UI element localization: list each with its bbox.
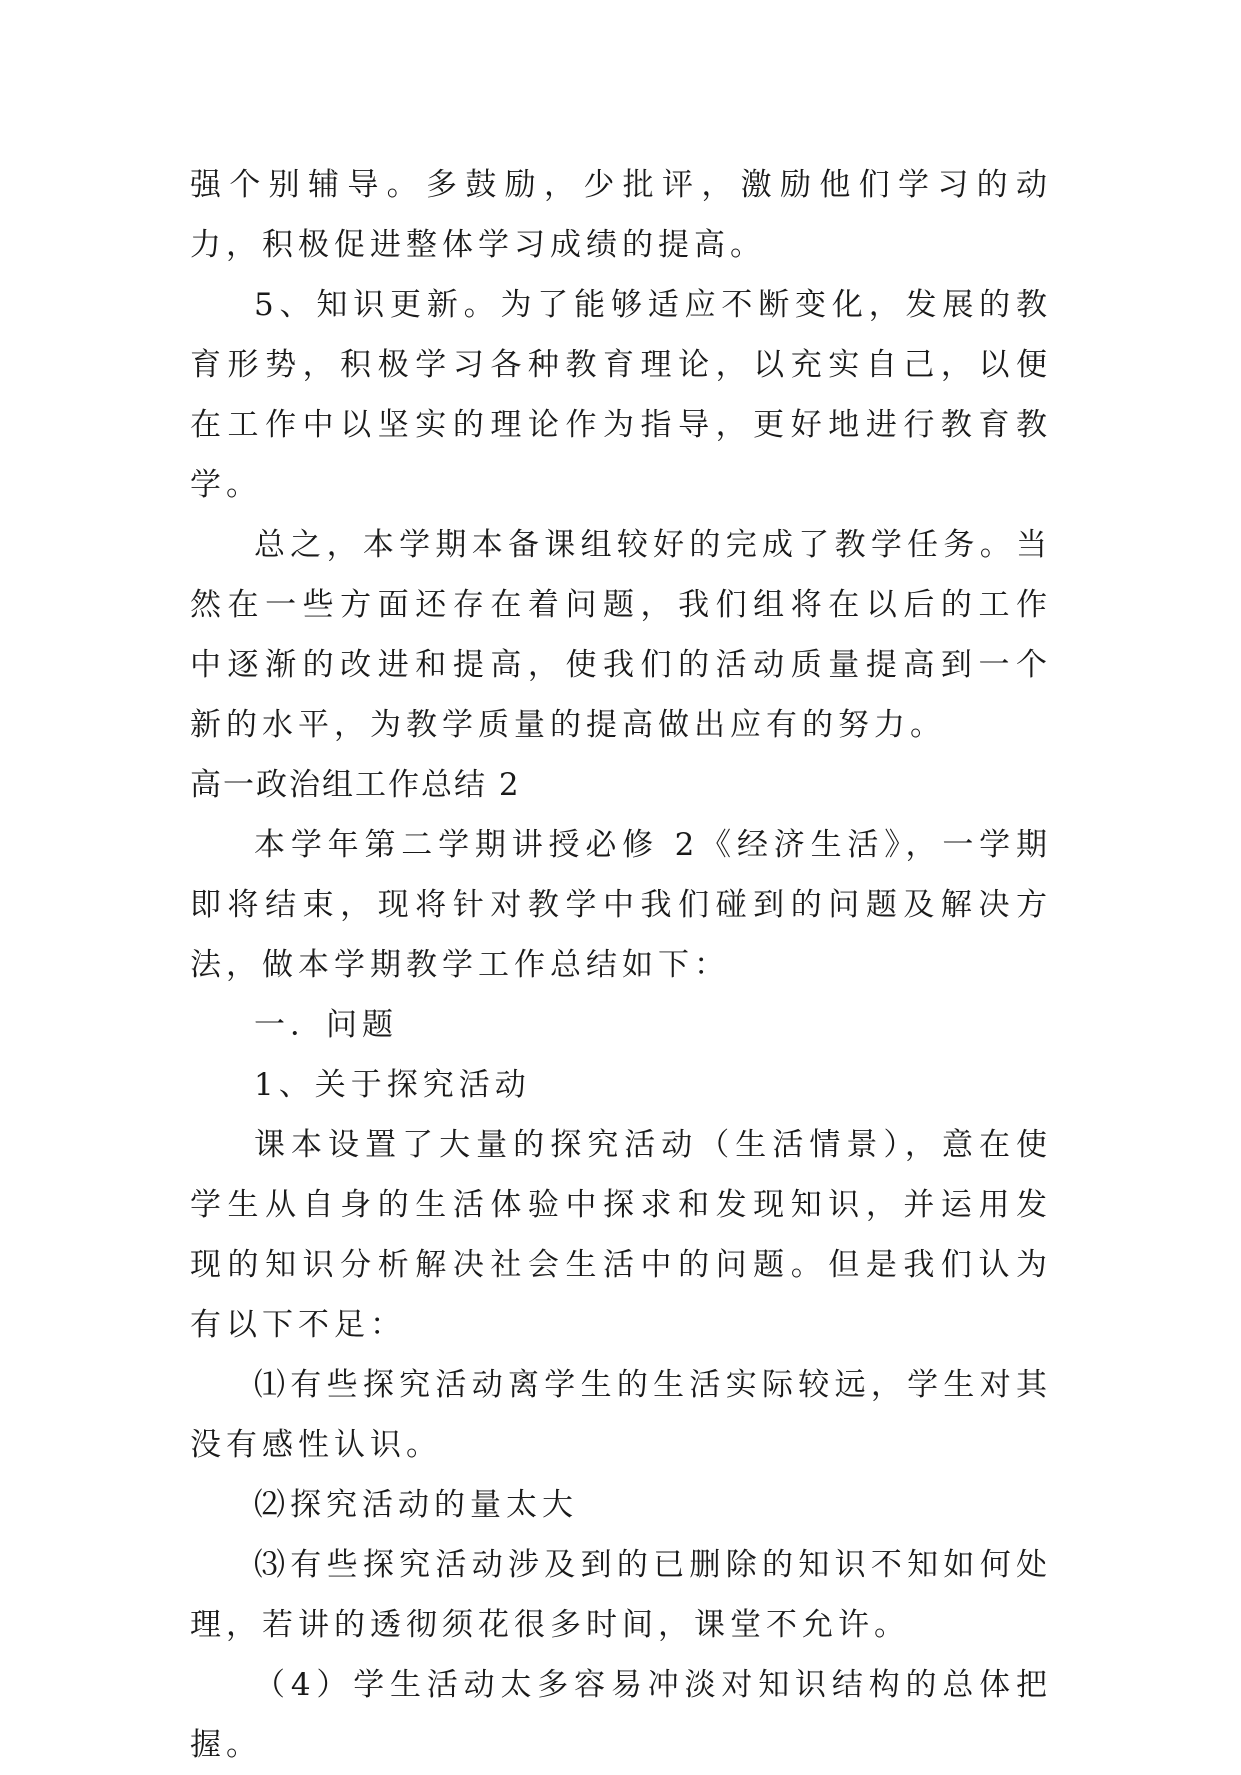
paragraph-conclusion: 总之，本学期本备课组较好的完成了教学任务。当然在一些方面还存在着问题，我们组将在以后的工作中逐渐的改进和提高，使我们的活动质量提高到一个新的水平，为教学质量的提高做出应有的努力。 <box>190 527 1052 743</box>
subheading-inquiry-activities: 1、关于探究活动 <box>254 1067 531 1103</box>
list-item-3: ⑶有些探究活动涉及到的已删除的知识不知如何处理，若讲的透彻须花很多时间，课堂不允许。 <box>190 1547 1052 1643</box>
subheading-problems: 一．问题 <box>254 1007 398 1043</box>
list-item-2: ⑵探究活动的量太大 <box>254 1487 578 1523</box>
paragraph-inquiry-description: 课本设置了大量的探究活动（生活情景），意在使学生从自身的生活体验中探求和发现知识，并运用发现的知识分析解决社会生活中的问题。但是我们认为有以下不足： <box>190 1127 1052 1343</box>
section-title: 高一政治组工作总结 2 <box>190 767 521 803</box>
list-item-1: ⑴有些探究活动离学生的生活实际较远，学生对其没有感性认识。 <box>190 1367 1052 1463</box>
paragraph-tutoring: 强个别辅导。多鼓励，少批评，激励他们学习的动力，积极促进整体学习成绩的提高。 <box>190 167 1052 263</box>
list-item-4: （4）学生活动太多容易冲淡对知识结构的总体把握。 <box>190 1667 1052 1763</box>
paragraph-intro: 本学年第二学期讲授必修 2《经济生活》，一学期即将结束，现将针对教学中我们碰到的问题及解决方法，做本学期教学工作总结如下： <box>190 827 1052 983</box>
document-body <box>190 155 1052 1775</box>
paragraph-knowledge-update: 5、知识更新。为了能够适应不断变化，发展的教育形势，积极学习各种教育理论，以充实自己，以便在工作中以坚实的理论作为指导，更好地进行教育教学。 <box>190 287 1052 503</box>
